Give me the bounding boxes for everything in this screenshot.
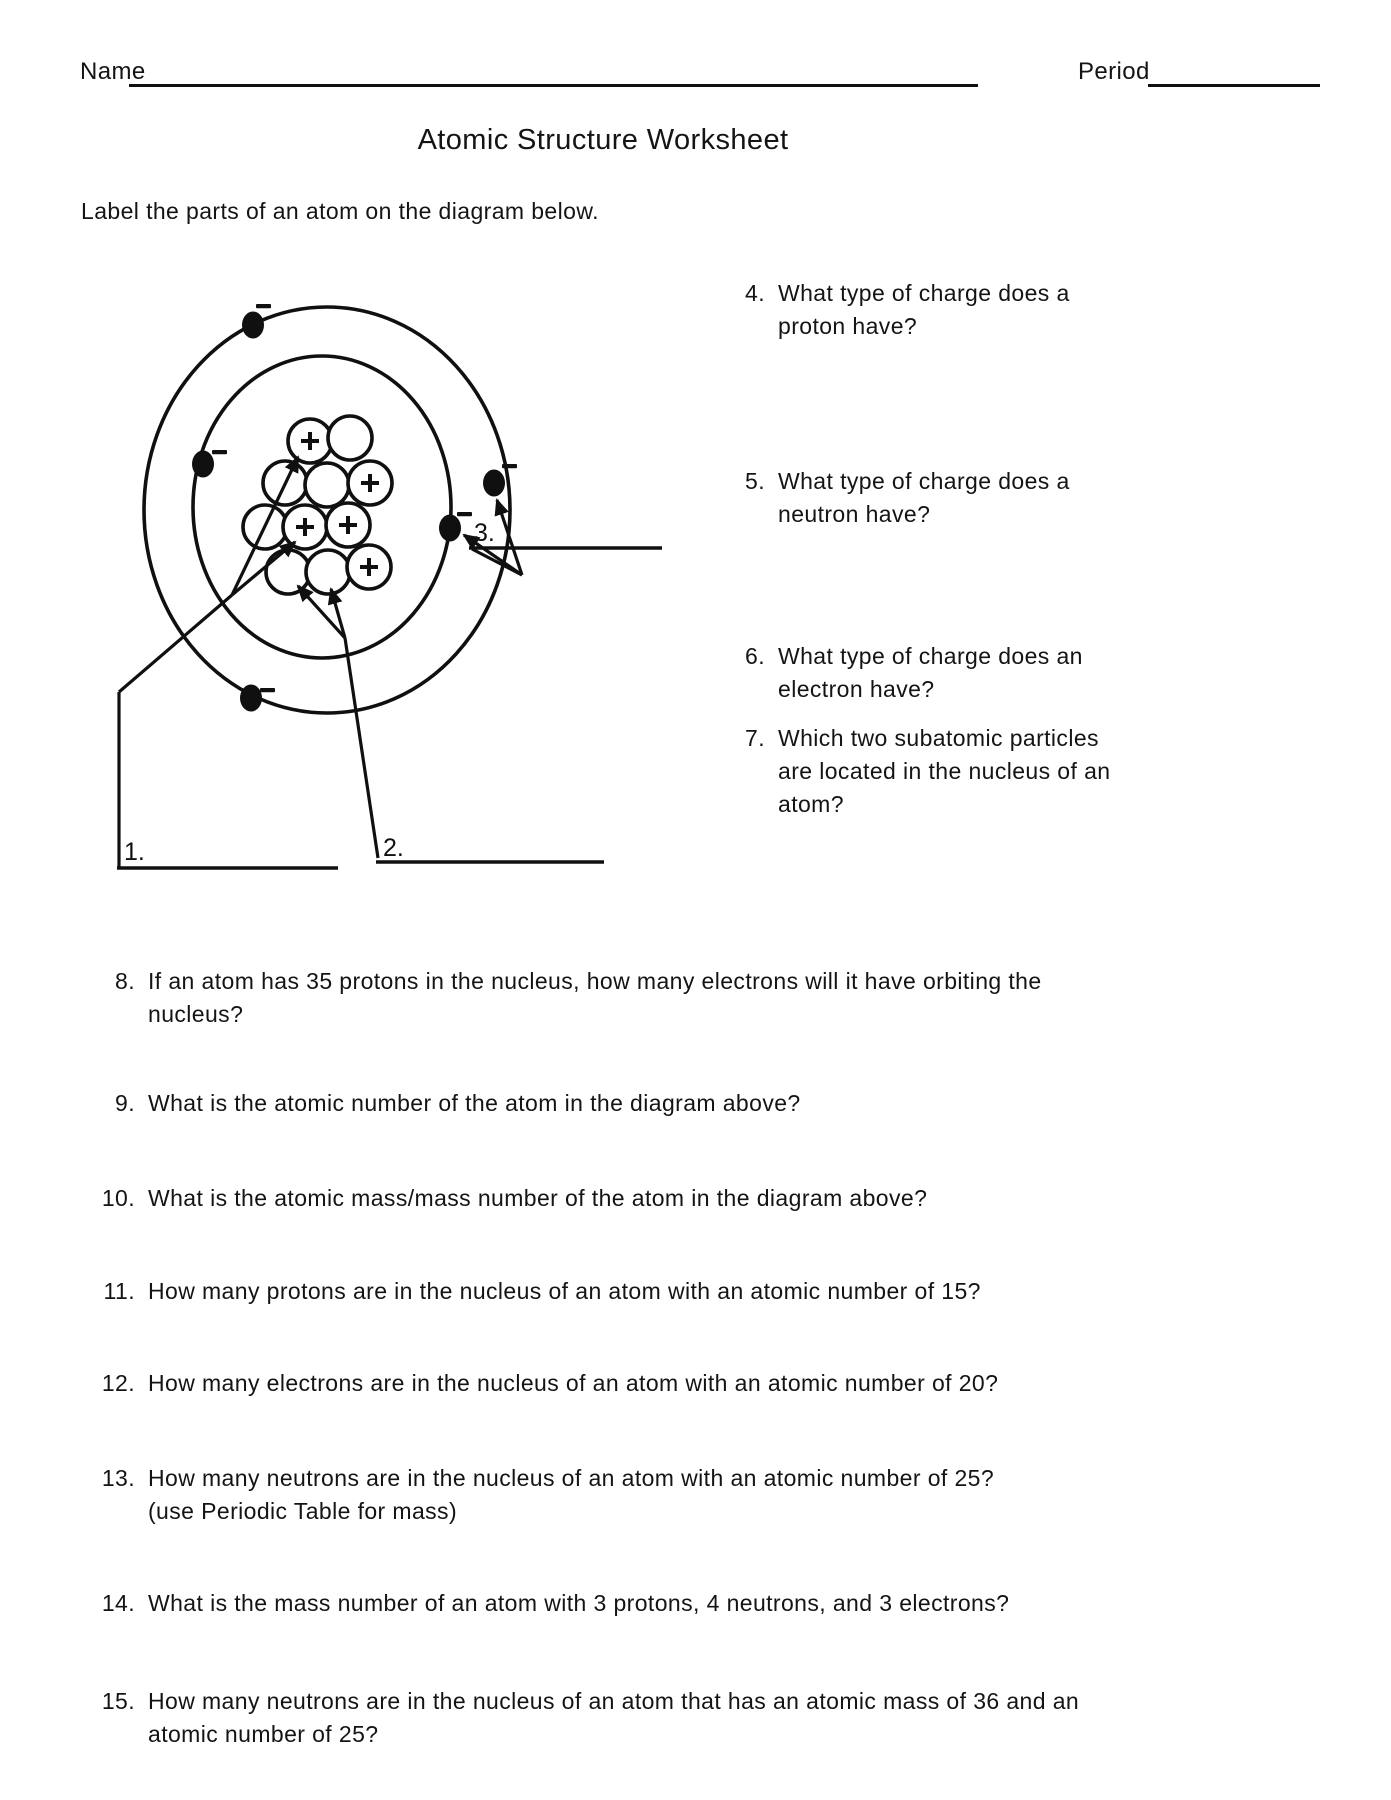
minus-sign bbox=[256, 304, 271, 308]
question-number: 6. bbox=[745, 643, 765, 669]
instruction-text: Label the parts of an atom on the diagram below. bbox=[81, 198, 599, 224]
label-pointer-line bbox=[119, 595, 232, 692]
question-text bbox=[148, 1367, 998, 1400]
question-number: 11. bbox=[103, 1278, 135, 1304]
question-number: 14. bbox=[101, 1590, 135, 1616]
period-label: Period bbox=[1078, 58, 1150, 85]
question-text-line: If an atom has 35 protons in the nucleus, how many electrons will it have orbiting the bbox=[148, 968, 1042, 994]
neutron-circle bbox=[266, 550, 310, 594]
minus-sign bbox=[457, 512, 472, 516]
question-number: 8. bbox=[115, 968, 135, 994]
question-text-line: electron have? bbox=[778, 676, 935, 702]
question-text-line: (use Periodic Table for mass) bbox=[148, 1498, 458, 1524]
question-number: 15. bbox=[101, 1688, 135, 1714]
question-text bbox=[148, 1685, 1079, 1751]
minus-sign bbox=[212, 450, 227, 454]
electron-dot bbox=[439, 515, 461, 542]
question-number: 5. bbox=[745, 468, 765, 494]
question-text-line: How many protons are in the nucleus of an atom with an atomic number of 15? bbox=[148, 1278, 981, 1304]
question-text-line: are located in the nucleus of an bbox=[778, 758, 1111, 784]
diagram-blank-number-2: 2. bbox=[383, 834, 404, 862]
question-text bbox=[778, 277, 1070, 343]
question-text bbox=[148, 1275, 981, 1308]
question-text bbox=[148, 1587, 1009, 1620]
minus-sign bbox=[502, 464, 517, 468]
question-number: 9. bbox=[115, 1090, 135, 1116]
outer-orbit-path bbox=[144, 307, 510, 713]
question-text-line: neutron have? bbox=[778, 501, 931, 527]
question-number: 4. bbox=[745, 280, 765, 306]
question-text bbox=[148, 1182, 927, 1215]
question-text-line: What is the atomic number of the atom in the diagram above? bbox=[148, 1090, 801, 1116]
electron-dot bbox=[240, 685, 262, 712]
electron-dot bbox=[242, 312, 264, 339]
question-text-line: nucleus? bbox=[148, 1001, 244, 1027]
electron-dot bbox=[192, 451, 214, 478]
diagram-blank-number-3: 3. bbox=[474, 519, 495, 547]
minus-sign bbox=[260, 688, 275, 692]
question-number: 10. bbox=[101, 1185, 135, 1211]
question-text-line: proton have? bbox=[778, 313, 918, 339]
page-title: Atomic Structure Worksheet bbox=[417, 124, 789, 156]
neutron-circle bbox=[328, 416, 372, 460]
question-text bbox=[778, 465, 1070, 531]
diagram-blank-number-1: 1. bbox=[124, 838, 145, 866]
question-text-line: atomic number of 25? bbox=[148, 1721, 379, 1747]
neutron-circle bbox=[306, 550, 350, 594]
question-text-line: How many electrons are in the nucleus of an atom with an atomic number of 20? bbox=[148, 1370, 999, 1396]
question-text-line: atom? bbox=[778, 791, 844, 817]
question-text bbox=[148, 965, 1042, 1031]
electron-dot bbox=[483, 470, 505, 497]
question-text-line: What type of charge does a bbox=[778, 468, 1070, 494]
question-number: 12. bbox=[101, 1370, 135, 1396]
question-number: 7. bbox=[745, 725, 765, 751]
question-text-line: What type of charge does a bbox=[778, 280, 1070, 306]
question-text bbox=[778, 722, 1110, 821]
question-text bbox=[148, 1087, 801, 1120]
question-text bbox=[778, 640, 1083, 706]
question-text-line: What is the atomic mass/mass number of the atom in the diagram above? bbox=[148, 1185, 928, 1211]
neutron-circle bbox=[305, 463, 349, 507]
question-text-line: Which two subatomic particles bbox=[778, 725, 1099, 751]
question-text-line: What is the mass number of an atom with 3 protons, 4 neutrons, and 3 electrons? bbox=[148, 1590, 1010, 1616]
question-text-line: How many neutrons are in the nucleus of an atom with an atomic number of 25? bbox=[148, 1465, 995, 1491]
label-pointer-line bbox=[345, 638, 378, 858]
question-number: 13. bbox=[101, 1465, 135, 1491]
question-text-line: How many neutrons are in the nucleus of an atom that has an atomic mass of 36 and an bbox=[148, 1688, 1080, 1714]
question-text-line: What type of charge does an bbox=[778, 643, 1083, 669]
question-text bbox=[148, 1462, 994, 1528]
name-label: Name bbox=[80, 58, 146, 85]
